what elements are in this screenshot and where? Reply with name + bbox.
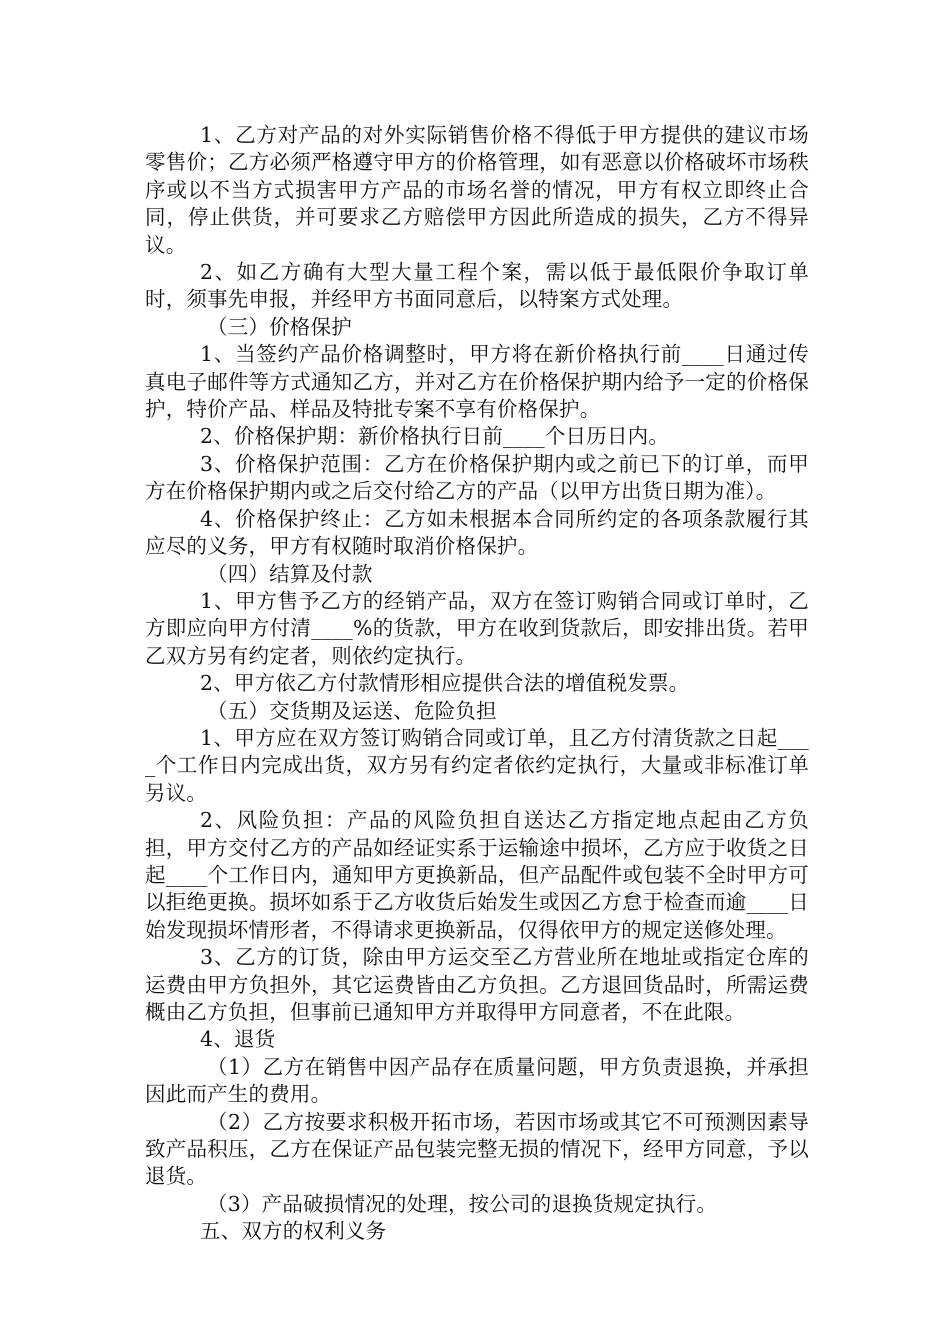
paragraph: 3、乙方的订货，除由甲方运交至乙方营业所在地址或指定仓库的运费由甲方负担外，其它运费皆由乙方负担。乙方退回货品时，所需运费概由乙方负担，但事前已通知甲方并取得甲方同意者，不在此限。: [145, 945, 809, 1024]
paragraph: 4、价格保护终止：乙方如未根据本合同所约定的各项条款履行其应尽的义务，甲方有权随时取消价格保护。: [145, 506, 809, 559]
section-heading: （三）价格保护: [207, 314, 352, 339]
paragraph: 1、甲方应在双方签订购销合同或订单，且乙方付清货款之日起____个工作日内完成出货，双方另有约定者依约定执行，大量或非标准订单另议。: [145, 725, 809, 805]
paragraph: 2、风险负担：产品的风险负担自送达乙方指定地点起由乙方负担，甲方交付乙方的产品如经证实系于运输途中损坏，乙方应于收货之日起____个工作日内，通知甲方更换新品，但产品配件或包装不全时甲方可以拒绝更换。损坏如系于乙方收货后始发生或因乙方怠于检查而逾____日始发现损坏情形者，不得请求更换新品，仅得依甲方的规定送修处理。: [145, 808, 809, 942]
paragraph: 1、甲方售予乙方的经销产品，双方在签订购销合同或订单时，乙方即应向甲方付清____%的货款，甲方在收到货款后，即安排出货。若甲乙双方另有约定者，则依约定执行。: [145, 588, 809, 668]
chapter-heading: 五、双方的权利义务: [200, 1219, 387, 1244]
paragraph: 2、如乙方确有大型大量工程个案，需以低于最低限价争取订单时，须事先申报，并经甲方书面同意后，以特案方式处理。: [145, 260, 809, 312]
document-body: [145, 122, 809, 1246]
paragraph: 3、价格保护范围：乙方在价格保护期内或之前已下的订单，而甲方在价格保护期内或之后交付给乙方的产品（以甲方出货日期为准）。: [145, 451, 809, 504]
sub-paragraph: （1）乙方在销售中因产品存在质量问题，甲方负责退换，并承担因此而产生的费用。: [145, 1054, 809, 1107]
paragraph: 1、乙方对产品的对外实际销售价格不得低于甲方提供的建议市场零售价；乙方必须严格遵守甲方的价格管理，如有恶意以价格破坏市场秩序或以不当方式损害甲方产品的市场名誉的情况，甲方有权立即终止合同，停止供货，并可要求乙方赔偿甲方因此所造成的损失，乙方不得异议。: [145, 123, 809, 257]
sub-paragraph: （3）产品破损情况的处理，按公司的退换货规定执行。: [207, 1191, 718, 1216]
paragraph: 2、甲方依乙方付款情形相应提供合法的增值税发票。: [200, 671, 690, 696]
section-heading: （五）交货期及运送、危险负担: [207, 698, 497, 723]
section-heading: （四）结算及付款: [207, 561, 373, 586]
sub-paragraph: （2）乙方按要求积极开拓市场，若因市场或其它不可预测因素导致产品积压，乙方在保证产品包装完整无损的情况下，经甲方同意，予以退货。: [145, 1109, 809, 1189]
paragraph: 2、价格保护期：新价格执行日前____个日历日内。: [200, 424, 670, 449]
paragraph: 4、退货: [200, 1027, 276, 1052]
paragraph: 1、当签约产品价格调整时，甲方将在新价格执行前____日通过传真电子邮件等方式通知乙方，并对乙方在价格保护期内给予一定的价格保护，特价产品、样品及特批专案不享有价格保护。: [145, 342, 809, 422]
